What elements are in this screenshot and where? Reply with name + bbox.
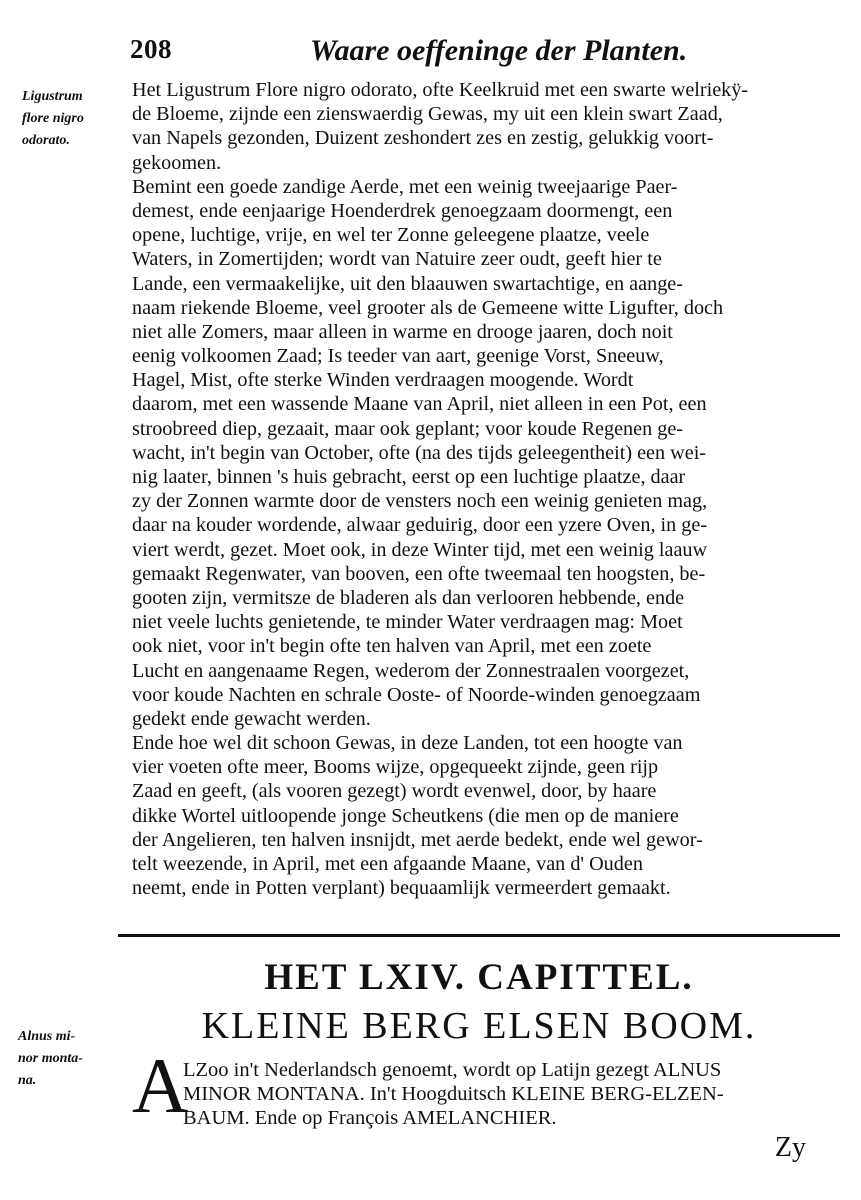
chapter-heading: HET LXIV. CAPITTEL.: [264, 957, 694, 998]
margin-note-line: odorato.: [22, 133, 70, 148]
body-line: Hagel, Mist, ofte sterke Winden verdraagen moogende. Wordt: [132, 369, 634, 392]
body-line: Lucht en aangenaame Regen, wederom der Zonnestraalen voorgezet,: [132, 659, 690, 682]
catchword: Zy: [774, 1132, 806, 1163]
page-number: 208: [130, 34, 172, 64]
margin-note-line: Ligustrum: [22, 89, 83, 104]
body-line: zy der Zonnen warmte door de vensters noch een weinig genieten mag,: [132, 490, 708, 513]
body-line: Bemint een goede zandige Aerde, met een weinig tweejaarige Paer-: [132, 175, 678, 198]
body-line: ook niet, voor in't begin ofte ten halven van April, met een zoete: [132, 635, 652, 658]
body-line: niet veele luchts genietende, te minder Water verdraagen mag: Moet: [132, 611, 683, 634]
body-line: daarom, met een wassende Maane van April, niet alleen in een Pot, een: [132, 393, 707, 416]
body-line: opene, luchtige, vrije, en wel ter Zonne geleegene plaatze, veele: [132, 224, 650, 247]
body-line: voor koude Nachten en schrale Ooste- of Noorde-winden genoegzaam: [132, 683, 701, 706]
margin-note-line: Alnus mi-: [18, 1029, 76, 1044]
margin-note-ligustrum: [22, 86, 132, 152]
running-title: Waare oeffeninge der Planten.: [310, 34, 688, 67]
body-line: viert werdt, gezet. Moet ook, in deze Winter tijd, met een weinig laauw: [132, 538, 708, 561]
body-line: der Angelieren, ten halven insnijdt, met aerde bedekt, ende wel gewor-: [132, 828, 703, 851]
intro-paragraph: [183, 1058, 843, 1131]
margin-note-line: nor monta-: [18, 1051, 83, 1066]
body-line: niet alle Zomers, maar alleen in warme en drooge jaaren, doch noit: [132, 320, 673, 343]
intro-line: LZoo in't Nederlandsch genoemt, wordt op Latijn gezegt ALNUS: [183, 1059, 722, 1081]
body-line: Zaad en geeft, (als vooren gezegt) wordt evenwel, door, by haare: [132, 780, 657, 803]
page-header: [130, 34, 730, 74]
body-line: naam riekende Bloeme, veel grooter als de Gemeene witte Ligufter, doch: [132, 296, 724, 319]
body-line: Ende hoe wel dit schoon Gewas, in deze Landen, tot een hoogte van: [132, 732, 683, 755]
drop-cap: A: [132, 1042, 189, 1129]
intro-line: BAUM. Ende op François AMELANCHIER.: [183, 1107, 557, 1130]
body-line: de Bloeme, zijnde een zienswaerdig Gewas, my uit een klein swart Zaad,: [132, 103, 723, 126]
body-line: vier voeten ofte meer, Booms wijze, opgequeekt zijnde, geen rijp: [132, 756, 659, 779]
body-line: Waters, in Zomertijden; wordt van Natuire zeer oudt, geeft hier te: [132, 248, 662, 271]
intro-line: MINOR MONTANA. In't Hoogduitsch KLEINE BERG-ELZEN-: [183, 1083, 724, 1106]
body-line: wacht, in't begin van October, ofte (na des tijds geleegentheit) een wei-: [132, 441, 707, 464]
margin-note-line: na.: [18, 1073, 37, 1088]
body-line: Lande, een vermaakelijke, uit den blaauwen swartachtige, en aange-: [132, 272, 683, 295]
body-line: gemaakt Regenwater, van booven, een ofte tweemaal ten hoogsten, be-: [132, 562, 706, 585]
body-line: gekoomen.: [132, 151, 222, 174]
body-line: gooten zijn, vermitsze de bladeren als dan verlooren hebbende, ende: [132, 586, 685, 609]
section-title: KLEINE BERG ELSEN BOOM.: [201, 1005, 757, 1047]
body-line: gedekt ende gewacht werden.: [132, 707, 371, 730]
margin-note-line: flore nigro: [22, 111, 84, 126]
body-line: daar na kouder wordende, alwaar geduirig, door een yzere Oven, in ge-: [132, 514, 708, 537]
body-line: van Napels gezonden, Duizent zeshondert zes en zestig, gelukkig voort-: [132, 127, 714, 150]
body-text: [132, 78, 842, 900]
body-line: Het Ligustrum Flore nigro odorato, ofte Keelkruid met een swarte welriekÿ-: [132, 79, 749, 101]
body-line: stroobreed diep, gezaait, maar ook geplant; voor koude Regenen ge-: [132, 417, 684, 440]
body-line: dikke Wortel uitloopende jonge Scheutkens (die men op de maniere: [132, 804, 679, 827]
body-line: telt weezende, in April, met een afgaande Maane, van d' Ouden: [132, 853, 643, 875]
body-line: eenig volkoomen Zaad; Is teeder van aart, geenige Vorst, Sneeuw,: [132, 345, 664, 368]
margin-note-alnus: [18, 1026, 128, 1092]
body-line: nig laater, binnen 's huis gebracht, eerst op een luchtige plaatze, daar: [132, 466, 686, 488]
body-line: demest, ende eenjaarige Hoenderdrek genoegzaam doormengt, een: [132, 199, 673, 222]
body-line: neemt, ende in Potten verplant) bequaamlijk vermeerdert gemaakt.: [132, 877, 671, 900]
section-divider: [118, 934, 840, 937]
